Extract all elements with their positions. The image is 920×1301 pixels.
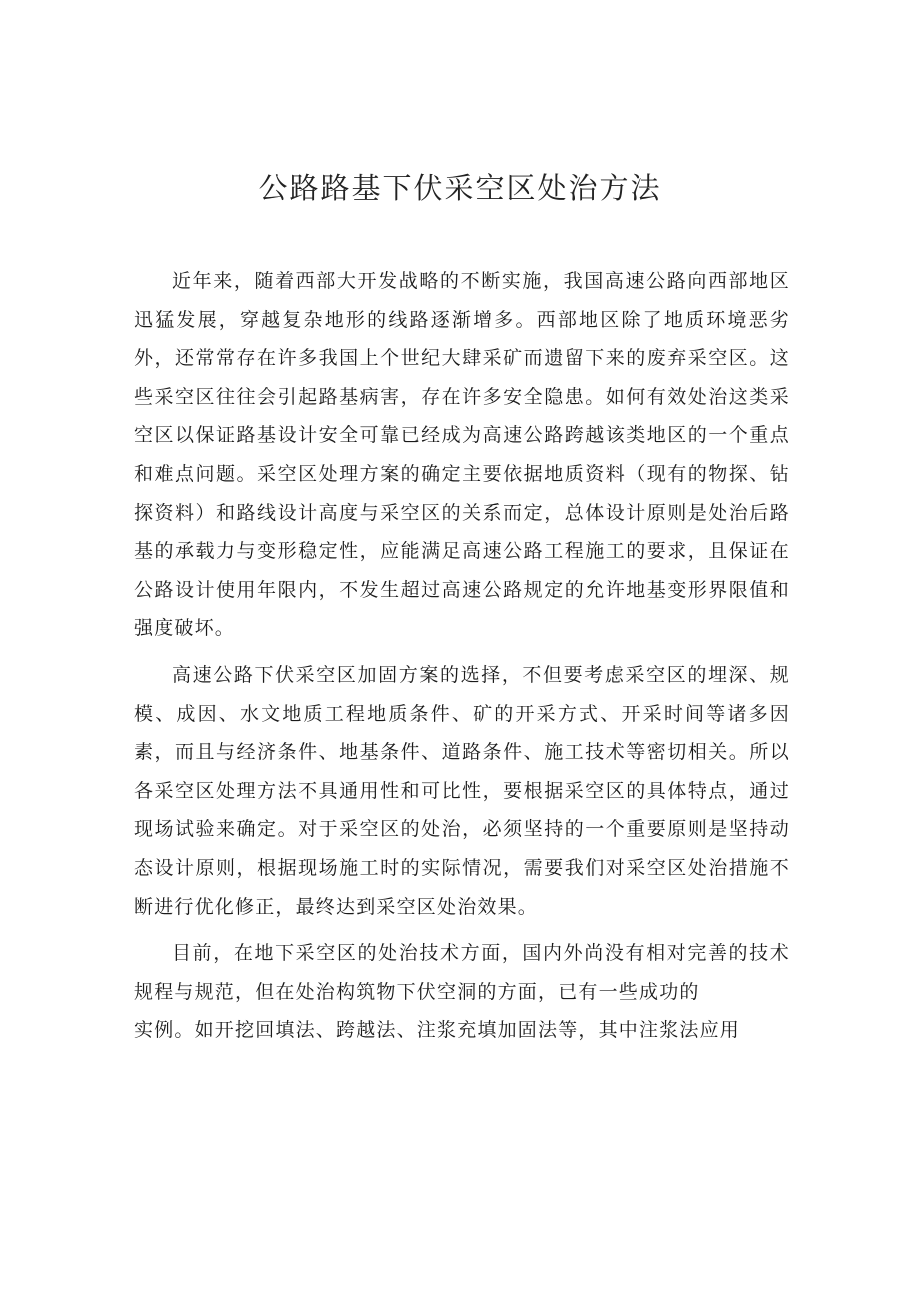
paragraph-1: 近年来，随着西部大开发战略的不断实施，我国高速公路向西部地区迅猛发展，穿越复杂地形的线路逐渐增多。西部地区除了地质环境恶劣外，还常常存在许多我国上个世纪大肆采矿而遗留下来的废弃采空区。这些采空区往往会引起路基病害，存在许多安全隐患。如何有效处治这类采空区以保证路基设计安全可靠已经成为高速公路跨越该类地区的一个重点和难点问题。采空区处理方案的确定主要依据地质资料（现有的物探、钻探资料）和路线设计高度与采空区的关系而定，总体设计原则是处治后路基的承载力与变形稳定性，应能满足高速公路工程施工的要求，且保证在公路设计使用年限内，不发生超过高速公路规定的允许地基变形界限值和强度破坏。 <box>134 270 790 640</box>
document-title: 公路路基下伏采空区处治方法 <box>258 171 662 205</box>
paragraph-3-continuation: 实例。如开挖回填法、跨越法、注浆充填加固法等，其中注浆法应用 <box>134 1019 741 1042</box>
paragraph-2: 高速公路下伏采空区加固方案的选择，不但要考虑采空区的埋深、规模、成因、水文地质工程地质条件、矿的开采方式、开采时间等诸多因素，而且与经济条件、地基条件、道路条件、施工技术等密切相关。所以各采空区处理方法不具通用性和可比性，要根据采空区的具体特点，通过现场试验来确定。对于采空区的处治，必须坚持的一个重要原则是坚持动态设计原则，根据现场施工时的实际情况，需要我们对采空区处治措施不断进行优化修正，最终达到采空区处治效果。 <box>134 663 790 918</box>
paragraph-3: 目前，在地下采空区的处治技术方面，国内外尚没有相对完善的技术规程与规范，但在处治构筑物下伏空洞的方面，已有一些成功的 <box>134 942 790 1003</box>
document-body <box>134 262 790 1050</box>
